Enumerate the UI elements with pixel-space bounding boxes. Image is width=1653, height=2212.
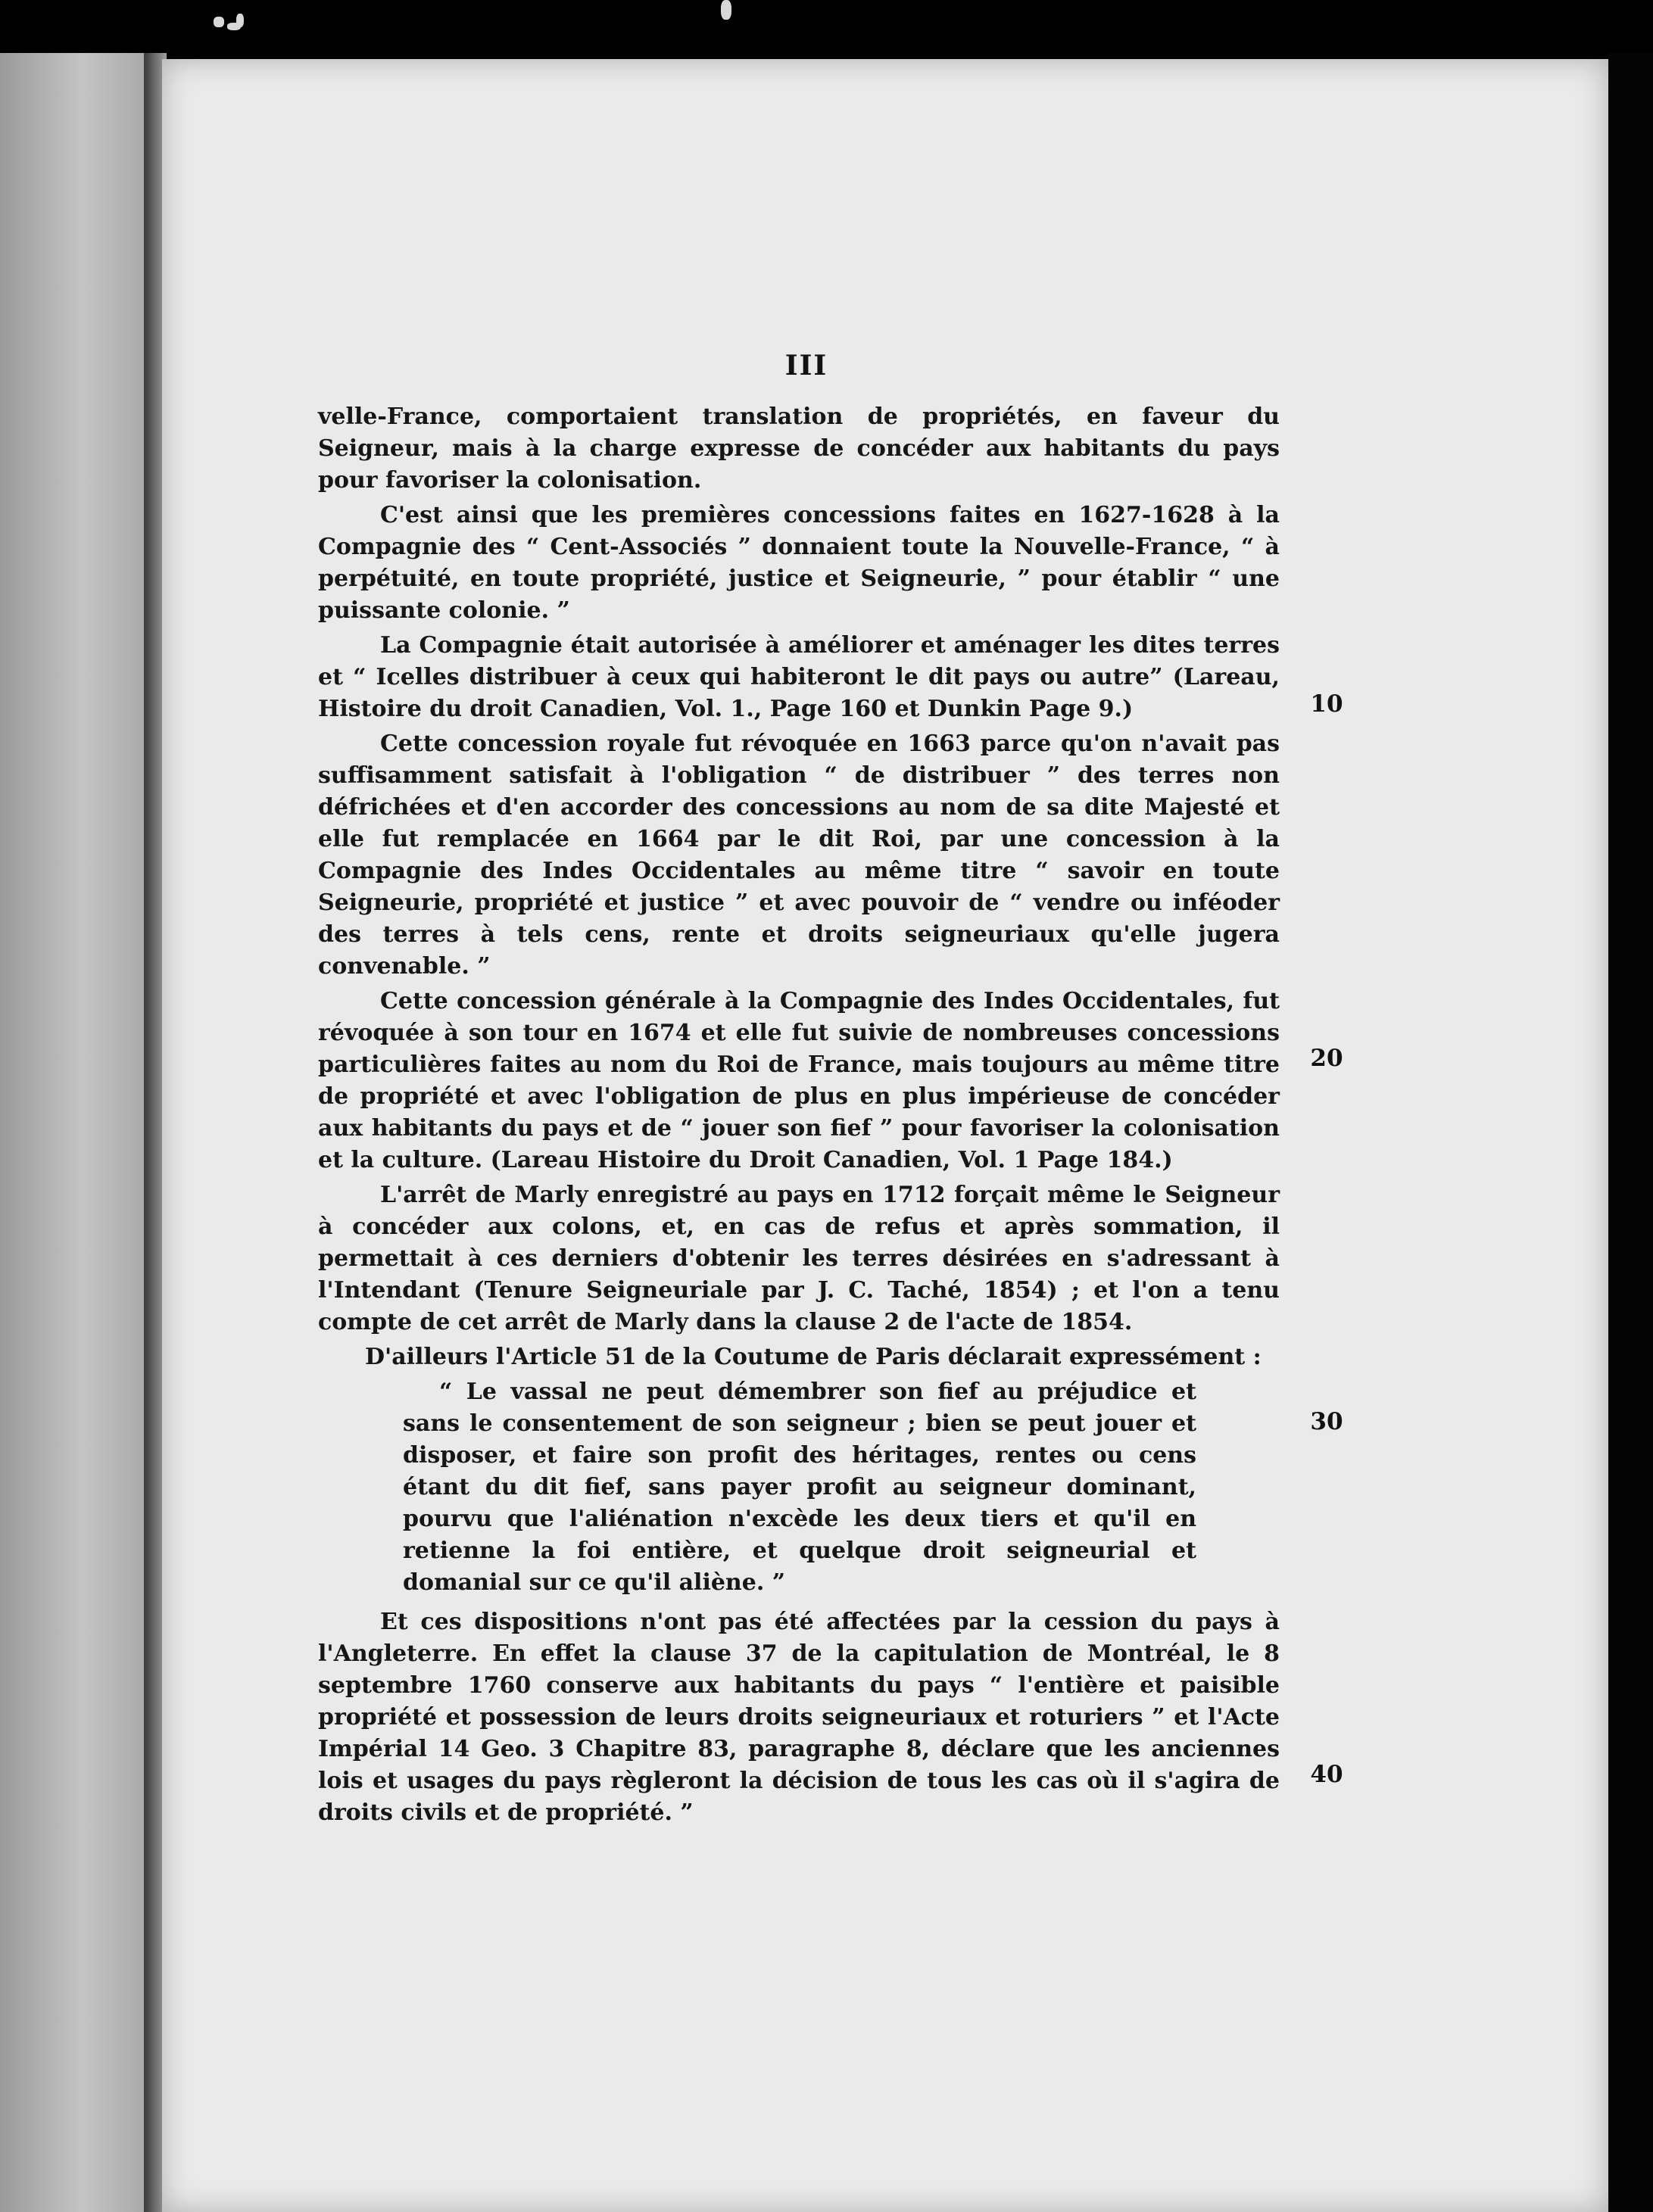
margin-line-number: 20	[1310, 1045, 1343, 1072]
paragraph: D'ailleurs l'Article 51 de la Coutume de Paris déclarait expressément :	[365, 1344, 1262, 1370]
scan-top-border	[0, 0, 1653, 53]
paragraph: Cette concession royale fut révoquée en 1663 parce qu'on n'avait pas suffisamment satisfait à l'obligation “ de distribuer ” des terres non défrichées et d'en accorder des concessions au nom de sa dite Majesté et elle fut remplacée en 1664 par le dit Roi, par une concession à la Compagnie des Indes Occidentales au même titre “ savoir en toute Seigneurie, propriété et justice ” et avec pouvoir de “ vendre ou inféoder des terres à tels cens, rente et droits seigneuriaux qu'elle jugera convenable. ”	[318, 731, 1280, 980]
scan-speck	[236, 14, 244, 27]
margin-line-number: 30	[1310, 1408, 1343, 1435]
paragraph: Cette concession générale à la Compagnie des Indes Occidentales, fut révoquée à son tour en 1674 et elle fut suivie de nombreuses concessions particulières faites au nom du Roi de France, mais toujours au même titre de propriété et avec l'obligation de plus en plus impérieuse de concéder aux habitants du pays et de “ jouer son fief ” pour favoriser la colonisation et la culture. (Lareau Histoire du Droit Canadien, Vol. 1 Page 184.)	[318, 988, 1280, 1173]
page-number: III	[784, 350, 828, 382]
paragraph: C'est ainsi que les premières concessions faites en 1627-1628 à la Compagnie des “ Cent-Associés ” donnaient toute la Nouvelle-France, “ à perpétuité, en toute propriété, justice et Seigneurie, ” pour établir “ une puissante colonie. ”	[318, 502, 1280, 624]
previous-page-edge	[0, 53, 150, 2212]
scan-speck	[214, 17, 224, 27]
block-quote: “ Le vassal ne peut démembrer son fief au préjudice et sans le consentement de son seigneur ; bien se peut jouer et disposer, et faire son profit des héritages, rentes ou cens étant du dit fief, sans payer profit au seigneur dominant, pourvu que l'aliénation n'excède les deux tiers et qu'il en retienne la foi entière, et quelque droit seigneurial et domanial sur ce qu'il aliène. ”	[403, 1379, 1196, 1596]
body-text	[318, 401, 1280, 1832]
margin-line-number: 10	[1310, 690, 1343, 718]
paragraph: Et ces dispositions n'ont pas été affectées par la cession du pays à l'Angleterre. En effet la clause 37 de la capitulation de Montréal, le 8 septembre 1760 conserve aux habitants du pays “ l'entière et paisible propriété et possession de leurs droits seigneuriaux et roturiers ” et l'Acte Impérial 14 Geo. 3 Chapitre 83, paragraphe 8, déclare que les anciennes lois et usages du pays règleront la décision de tous les cas où il s'agira de droits civils et de propriété. ”	[318, 1609, 1280, 1826]
paragraph: velle-France, comportaient translation de propriétés, en faveur du Seigneur, mais à la charge expresse de concéder aux habitants du pays pour favoriser la colonisation.	[318, 403, 1280, 494]
scan-speck	[721, 0, 731, 20]
paragraph: La Compagnie était autorisée à améliorer et aménager les dites terres et “ Icelles distribuer à ceux qui habiteront le dit pays ou autre” (Lareau, Histoire du droit Canadien, Vol. 1., Page 160 et Dunkin Page 9.)	[318, 632, 1280, 722]
paragraph: L'arrêt de Marly enregistré au pays en 1712 forçait même le Seigneur à concéder aux colons, et, en cas de refus et après sommation, il permettait à ces derniers d'obtenir les terres désirées en s'adressant à l'Intendant (Tenure Seigneuriale par J. C. Taché, 1854) ; et l'on a tenu compte de cet arrêt de Marly dans la clause 2 de l'acte de 1854.	[318, 1182, 1280, 1335]
scan-right-border	[1608, 53, 1653, 2212]
margin-line-number: 40	[1310, 1761, 1343, 1788]
